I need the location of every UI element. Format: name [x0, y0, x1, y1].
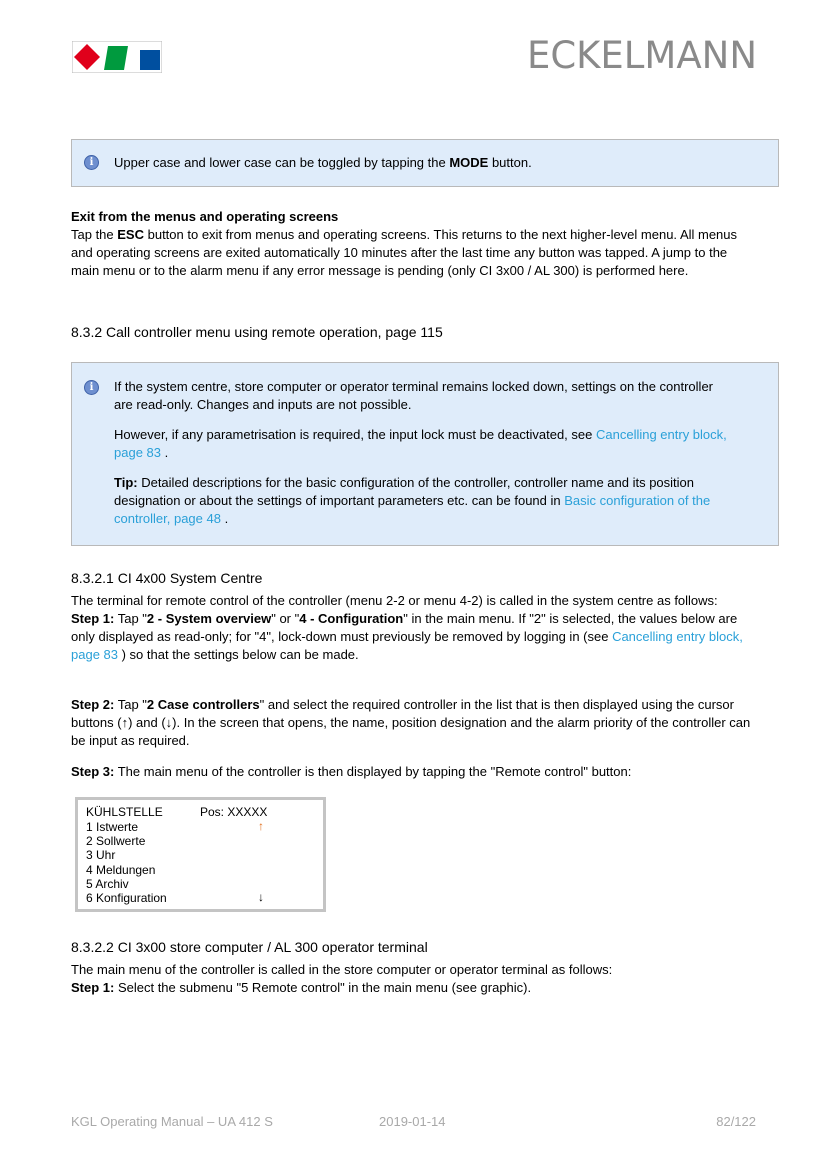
- store-computer-intro: The main menu of the controller is called in the store computer or operator terminal as follows: Step 1: Select the submenu "5 Remote control" in the main menu (see graphic).: [71, 961, 757, 997]
- terminal-menu-item-5: 5 Archiv: [86, 877, 129, 891]
- arrow-up-icon: ↑: [258, 819, 264, 833]
- info-note-lockdown: [71, 362, 779, 546]
- info-note-mode: [71, 139, 779, 187]
- note-text: Upper case and lower case can be toggled by tapping the MODE button.: [114, 155, 532, 170]
- info-icon: i: [84, 380, 99, 395]
- terminal-title: KÜHLSTELLE: [86, 805, 163, 819]
- terminal-menu-item-6: 6 Konfiguration: [86, 891, 167, 905]
- exit-section: [71, 208, 757, 280]
- arrow-down-icon: ↓: [258, 890, 264, 904]
- info-icon: i: [84, 155, 99, 170]
- remote-terminal-screen: [75, 797, 326, 912]
- link-cancelling-entry-block[interactable]: Cancelling entry block, page 83: [71, 629, 743, 662]
- section-heading-8-3-2: 8.3.2 Call controller menu using remote operation, page 115: [71, 324, 443, 340]
- link-cancelling-entry-block[interactable]: Cancelling entry block, page 83: [114, 427, 727, 460]
- system-centre-intro: The terminal for remote control of the controller (menu 2-2 or menu 4-2) is called in the system centre as follows: Step 1: Tap "2 - System overview" or "4 - Configuration" in the main menu. If "2" is selected, the values below are only displayed as read-only; for "4", lock-down must previously be removed by logging in (see Cancelling entry block, page 83 ) so that the settings below can be made.: [71, 592, 757, 664]
- exit-heading: Exit from the menus and operating screens: [71, 209, 339, 224]
- terminal-pos: Pos: XXXXX: [200, 805, 268, 819]
- eckelmann-logo-squares: [72, 41, 162, 73]
- note-paragraph-2: However, if any parametrisation is required, the input lock must be deactivated, see Cancelling entry block, page 83 .: [114, 427, 727, 460]
- step-2-paragraph: Step 2: Tap "2 Case controllers" and select the required controller in the list that is then displayed using the cursor buttons (↑) and (↓). In the screen that opens, the name, position designation and the alarm priority of the controller can be input as required.: [71, 697, 751, 748]
- terminal-menu-item-4: 4 Meldungen: [86, 863, 156, 877]
- terminal-menu-item-3: 3 Uhr: [86, 848, 116, 862]
- section-heading-8-3-2-1: 8.3.2.1 CI 4x00 System Centre: [71, 570, 263, 586]
- step-3-paragraph: Step 3: The main menu of the controller is then displayed by tapping the "Remote control" button:: [71, 764, 632, 779]
- terminal-menu-item-2: 2 Sollwerte: [86, 834, 146, 848]
- eckelmann-logo-text: ECKELMANN: [526, 34, 757, 77]
- footer-date: 2019-01-14: [379, 1114, 446, 1129]
- step-1-paragraph: Step 1: Select the submenu "5 Remote control" in the main menu (see graphic).: [71, 980, 532, 995]
- exit-paragraph: Tap the ESC button to exit from menus and operating screens. This returns to the next higher-level menu. All menus and operating screens are exited automatically 10 minutes after the last time any button was tapped. A jump to the main menu or to the alarm menu if any error message is pending (only CI 3x00 / AL 300) is performed here.: [71, 227, 738, 278]
- step-1-paragraph: Step 1: Tap "2 - System overview" or "4 - Configuration" in the main menu. If "2" is selected, the values below are only displayed as read-only; for "4", lock-down must previously be removed by logging in (see Cancelling entry block, page 83 ) so that the settings below can be made.: [71, 611, 743, 662]
- terminal-menu-item-1: 1 Istwerte: [86, 820, 139, 834]
- section-heading-8-3-2-2: 8.3.2.2 CI 3x00 store computer / AL 300 operator terminal: [71, 939, 428, 955]
- note-paragraph-1: If the system centre, store computer or operator terminal remains locked down, settings on the controller are read-only. Changes and inputs are not possible.: [114, 379, 713, 412]
- footer-page-number: 82/122: [716, 1114, 756, 1129]
- note-paragraph-3: Tip: Detailed descriptions for the basic configuration of the controller, controller name and its position designation or about the settings of important parameters etc. can be found in Basic configuration of the controller, page 48 .: [114, 475, 711, 526]
- link-basic-configuration[interactable]: Basic configuration of the controller, page 48: [114, 493, 711, 526]
- footer-manual-title: KGL Operating Manual – UA 412 S: [71, 1114, 273, 1129]
